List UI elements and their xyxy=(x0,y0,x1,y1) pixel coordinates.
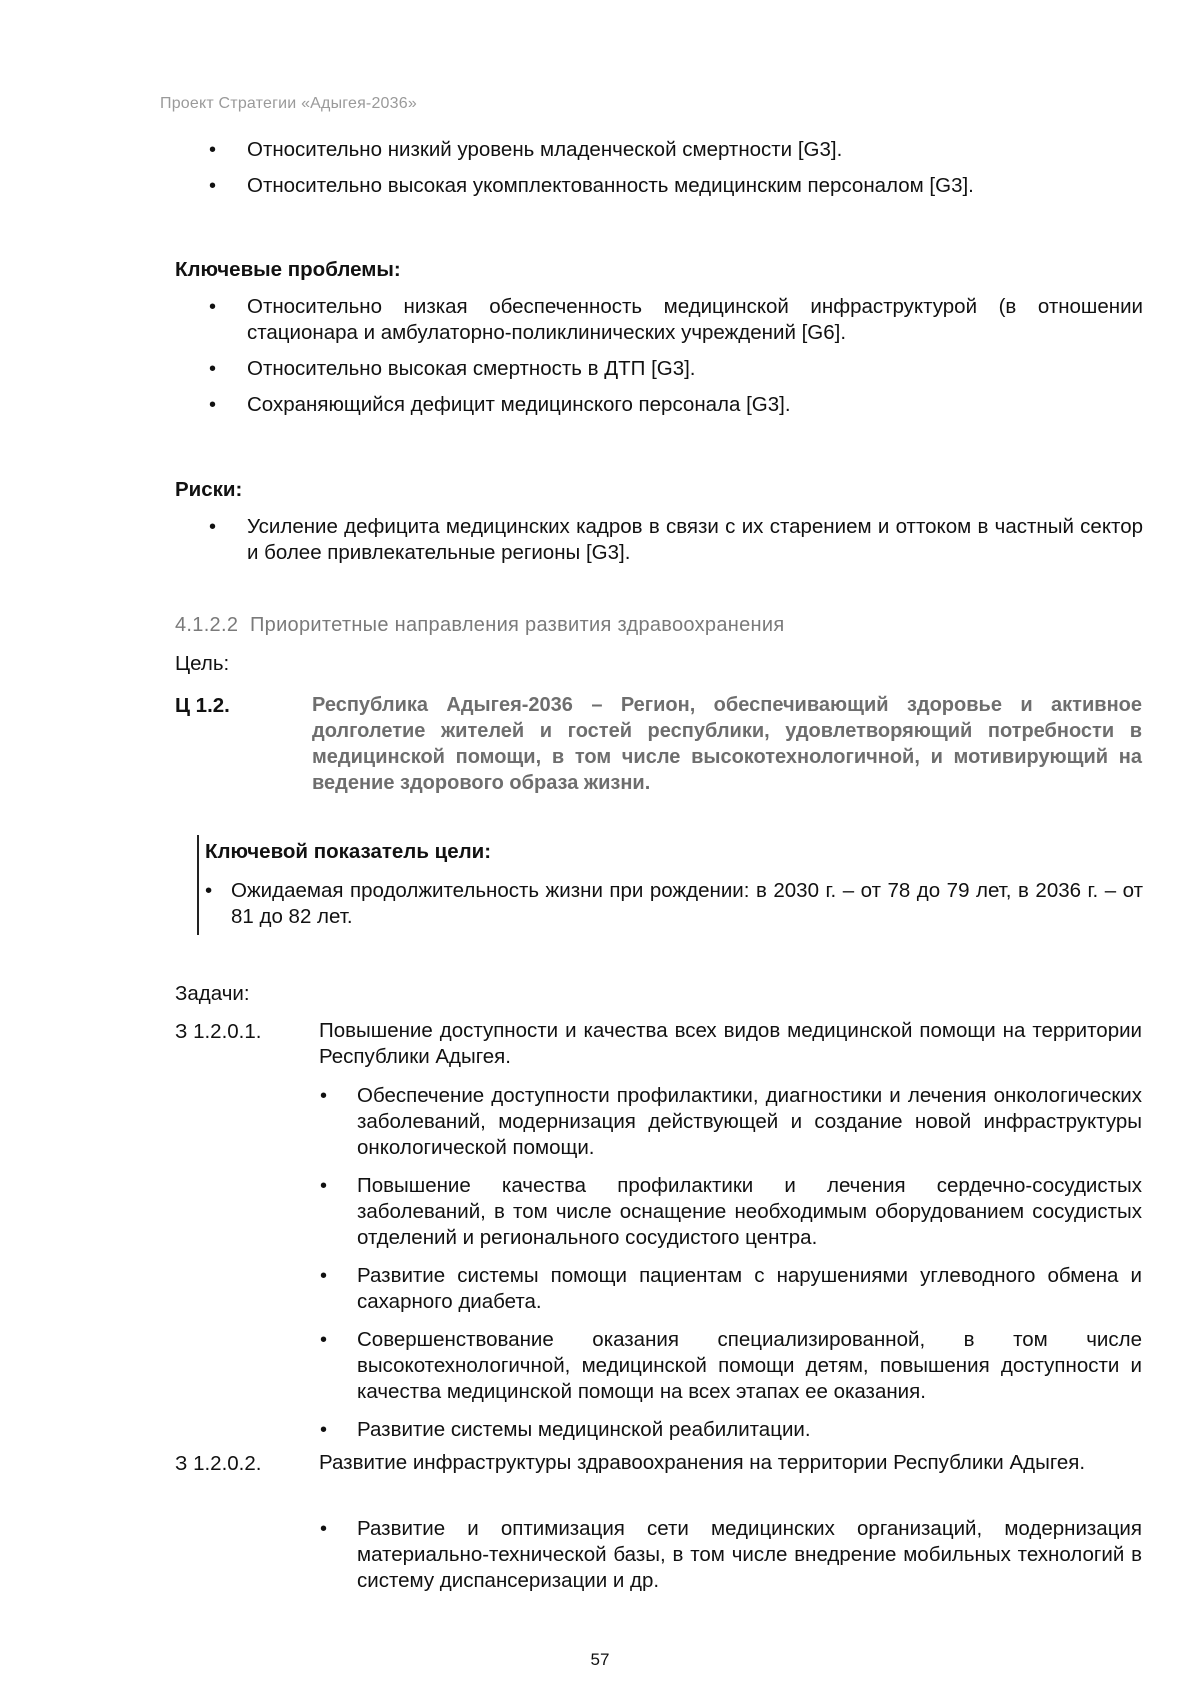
list-item: • Повышение качества профилактики и лечения сердечно-сосудистых заболеваний, в том числе оснащение необходимым оборудованием сосудистых отделений и регионального сосудистого центра. xyxy=(320,1174,1142,1249)
bullet-icon: • xyxy=(209,394,217,416)
section-title: Приоритетные направления развития здравоохранения xyxy=(249,614,785,636)
bullet-icon: • xyxy=(320,1518,328,1540)
list-item: • Обеспечение доступности профилактики, диагностики и лечения онкологических заболеваний, модернизация действующей и создание новой инфраструктуры онкологической помощи. xyxy=(320,1084,1142,1159)
task-text: Развитие инфраструктуры здравоохранения на территории Республики Адыгея. xyxy=(319,1451,1086,1474)
list-item: • Относительно высокая смертность в ДТП [G3]. xyxy=(209,357,696,380)
task-code: З 1.2.0.1. xyxy=(175,1020,262,1043)
list-item: • Развитие и оптимизация сети медицинских организаций, модернизация материально-технической базы, в том числе внедрение мобильных технологий в систему диспансеризации и др. xyxy=(320,1517,1142,1592)
goal-label: Цель: xyxy=(175,652,230,675)
strengths-list xyxy=(195,137,1143,209)
kpi-heading: Ключевой показатель цели: xyxy=(205,840,492,863)
bullet-icon: • xyxy=(209,175,217,197)
key-problems-heading: Ключевые проблемы: xyxy=(175,258,401,281)
goal-text: Республика Адыгея-2036 – Регион, обеспечивающий здоровье и активное долголетие жителей и гостей республики, удовлетворяющий потребности в медицинской помощи, в том числе высокотехнологичной, и мотивирующий на ведение здорового образа жизни. xyxy=(312,694,1142,794)
task-code: З 1.2.0.2. xyxy=(175,1452,262,1475)
bullet-icon: • xyxy=(320,1329,328,1351)
running-header: Проект Стратегии «Адыгея-2036» xyxy=(160,95,417,112)
kpi-item: • Ожидаемая продолжительность жизни при рождении: в 2030 г. – от 78 до 79 лет, в 2036 г. – от 81 до 82 лет. xyxy=(205,879,1143,928)
list-item: • Развитие системы медицинской реабилитации. xyxy=(320,1418,811,1441)
list-item: • Относительно низкий уровень младенческой смертности [G3]. xyxy=(209,138,843,161)
bullet-icon: • xyxy=(320,1265,328,1287)
section-heading xyxy=(175,614,784,637)
bullet-icon: • xyxy=(209,296,217,318)
bullet-icon: • xyxy=(209,358,217,380)
kpi-box-border xyxy=(197,835,199,935)
bullet-icon: • xyxy=(209,139,217,161)
bullet-icon: • xyxy=(209,516,217,538)
section-number: 4.1.2.2 xyxy=(175,614,239,636)
goal-code: Ц 1.2. xyxy=(175,694,230,717)
list-item: • Совершенствование оказания специализированной, в том числе высокотехнологичной, медицинской помощи детям, повышения доступности и качества медицинской помощи на всех этапах ее оказания. xyxy=(320,1328,1142,1403)
list-item: • Относительно низкая обеспеченность медицинской инфраструктурой (в отношении стационара и амбулаторно-поликлинических учреждений [G6]. xyxy=(209,295,1143,344)
task-text: Повышение доступности и качества всех видов медицинской помощи на территории Республики Адыгея. xyxy=(319,1019,1142,1068)
bullet-icon: • xyxy=(320,1175,328,1197)
task-items-list xyxy=(315,1083,1142,1455)
bullet-icon: • xyxy=(320,1085,328,1107)
page-number: 57 xyxy=(590,1650,610,1669)
risks-heading: Риски: xyxy=(175,478,243,501)
list-item: • Развитие системы помощи пациентам с нарушениями углеводного обмена и сахарного диабета. xyxy=(320,1264,1142,1313)
bullet-icon: • xyxy=(320,1419,328,1441)
risks-list xyxy=(195,514,1143,576)
list-item: • Относительно высокая укомплектованность медицинским персоналом [G3]. xyxy=(209,174,974,197)
list-item: • Усиление дефицита медицинских кадров в связи с их старением и оттоком в частный сектор и более привлекательные регионы [G3]. xyxy=(209,515,1143,564)
tasks-label: Задачи: xyxy=(175,982,250,1005)
key-problems-list xyxy=(195,294,1143,428)
task-items-list xyxy=(315,1516,1142,1606)
bullet-icon: • xyxy=(205,879,213,902)
list-item: • Сохраняющийся дефицит медицинского персонала [G3]. xyxy=(209,393,791,416)
